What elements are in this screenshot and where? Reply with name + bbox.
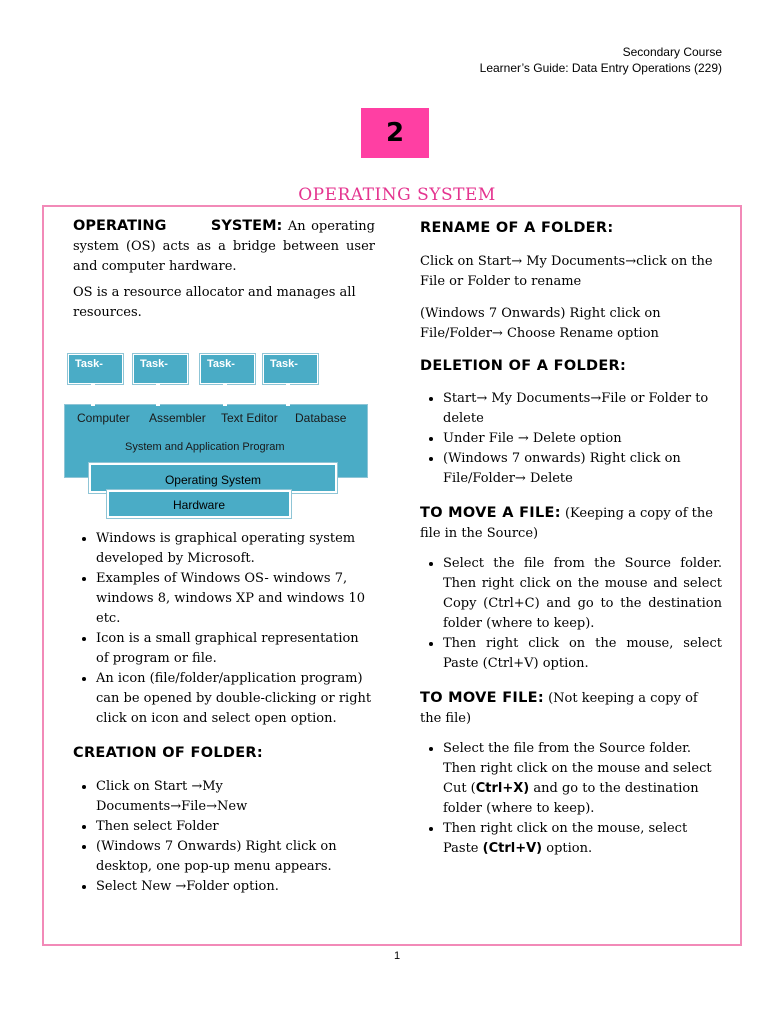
list-item: • Select the file from the Source folder. Then right click on the mouse and select Copy (Ctrl+C) and go to the destination folder (where to keep). [443, 554, 722, 634]
deletion-bullets [420, 389, 722, 489]
app-database: Database [295, 411, 347, 425]
app-text-editor: Text Editor [221, 411, 278, 425]
intro-paragraph: OPERATING SYSTEM: An operating system (OS) acts as a bridge between user and computer hardware. [73, 218, 375, 274]
list-item: • Select the file from the Source folder. Then right click on the mouse and select Cut (Ctrl+X) and go to the destination folder (where to keep). [443, 739, 722, 819]
app-assembler: Assembler [149, 411, 206, 425]
move-copy-note: (Keeping a copy of the file in the Source) [420, 506, 713, 541]
intro-paragraph-2: OS is a resource allocator and manages all resources. [73, 285, 356, 320]
system-app-label: System and Application Program [125, 441, 285, 453]
running-header [480, 44, 722, 76]
list-item: • (Windows 7 Onwards) Right click on desktop, one pop-up menu appears. [96, 837, 375, 877]
deletion-heading: DELETION OF A FOLDER: [420, 358, 627, 374]
task-box-2: Task- [133, 354, 188, 384]
move-copy-bullets [420, 554, 722, 674]
list-item: • Examples of Windows OS- windows 7, windows 8, windows XP and windows 10 etc. [96, 569, 375, 629]
chapter-number: 2 [385, 118, 405, 148]
connector [223, 384, 227, 406]
connector [286, 384, 290, 406]
list-item: • (Windows 7 onwards) Right click on File/Folder→ Delete [443, 449, 722, 489]
task-box-3: Task- [200, 354, 255, 384]
list-item: • Then right click on the mouse, select Paste (Ctrl+V) option. [443, 634, 722, 674]
connector [91, 384, 95, 406]
move-copy-heading: TO MOVE A FILE: [420, 505, 561, 521]
intro-heading: OPERATING SYSTEM: [73, 218, 283, 234]
operating-system-box: Operating System [89, 463, 337, 493]
rename-heading: RENAME OF A FOLDER: [420, 220, 614, 236]
connector [156, 384, 160, 406]
move-heading-line [420, 688, 722, 729]
creation-bullets [73, 777, 375, 897]
move-note: (Not keeping a copy of the file) [420, 691, 698, 726]
header-course: Secondary Course [622, 45, 722, 59]
list-item: • Click on Start →My Documents→File→New [96, 777, 375, 817]
rename-paragraph-1: Click on Start→ My Documents→click on the File or Folder to rename [420, 254, 713, 289]
move-bullets [420, 739, 722, 859]
hardware-box: Hardware [107, 490, 291, 518]
move-heading: TO MOVE FILE: [420, 690, 544, 706]
left-column [73, 216, 375, 323]
list-item: • Then select Folder [96, 817, 375, 837]
left-column-lower [73, 529, 375, 897]
page-number: 1 [393, 950, 401, 962]
app-computer: Computer [77, 411, 130, 425]
os-layer-diagram [63, 350, 369, 522]
list-item: • Start→ My Documents→File or Folder to delete [443, 389, 722, 429]
right-column [420, 216, 722, 859]
list-item: • Windows is graphical operating system developed by Microsoft. [96, 529, 375, 569]
chapter-number-box [361, 108, 429, 158]
windows-bullets [73, 529, 375, 729]
list-item: • Under File → Delete option [443, 429, 722, 449]
list-item: • An icon (file/folder/application program) can be opened by double-clicking or right click on icon and select open option. [96, 669, 375, 729]
move-copy-heading-line [420, 503, 722, 544]
list-item: • Then right click on the mouse, select Paste (Ctrl+V) option. [443, 819, 722, 859]
list-item: • Icon is a small graphical representation of program or file. [96, 629, 375, 669]
task-box-1: Task- [68, 354, 123, 384]
rename-paragraph-2: (Windows 7 Onwards) Right click on File/Folder→ Choose Rename option [420, 306, 661, 341]
creation-heading: CREATION OF FOLDER: [73, 745, 263, 761]
header-guide: Learner’s Guide: Data Entry Operations (229) [479, 61, 722, 75]
task-box-4: Task- [263, 354, 318, 384]
page-title: OPERATING SYSTEM [298, 185, 496, 205]
list-item: • Select New →Folder option. [96, 877, 375, 897]
